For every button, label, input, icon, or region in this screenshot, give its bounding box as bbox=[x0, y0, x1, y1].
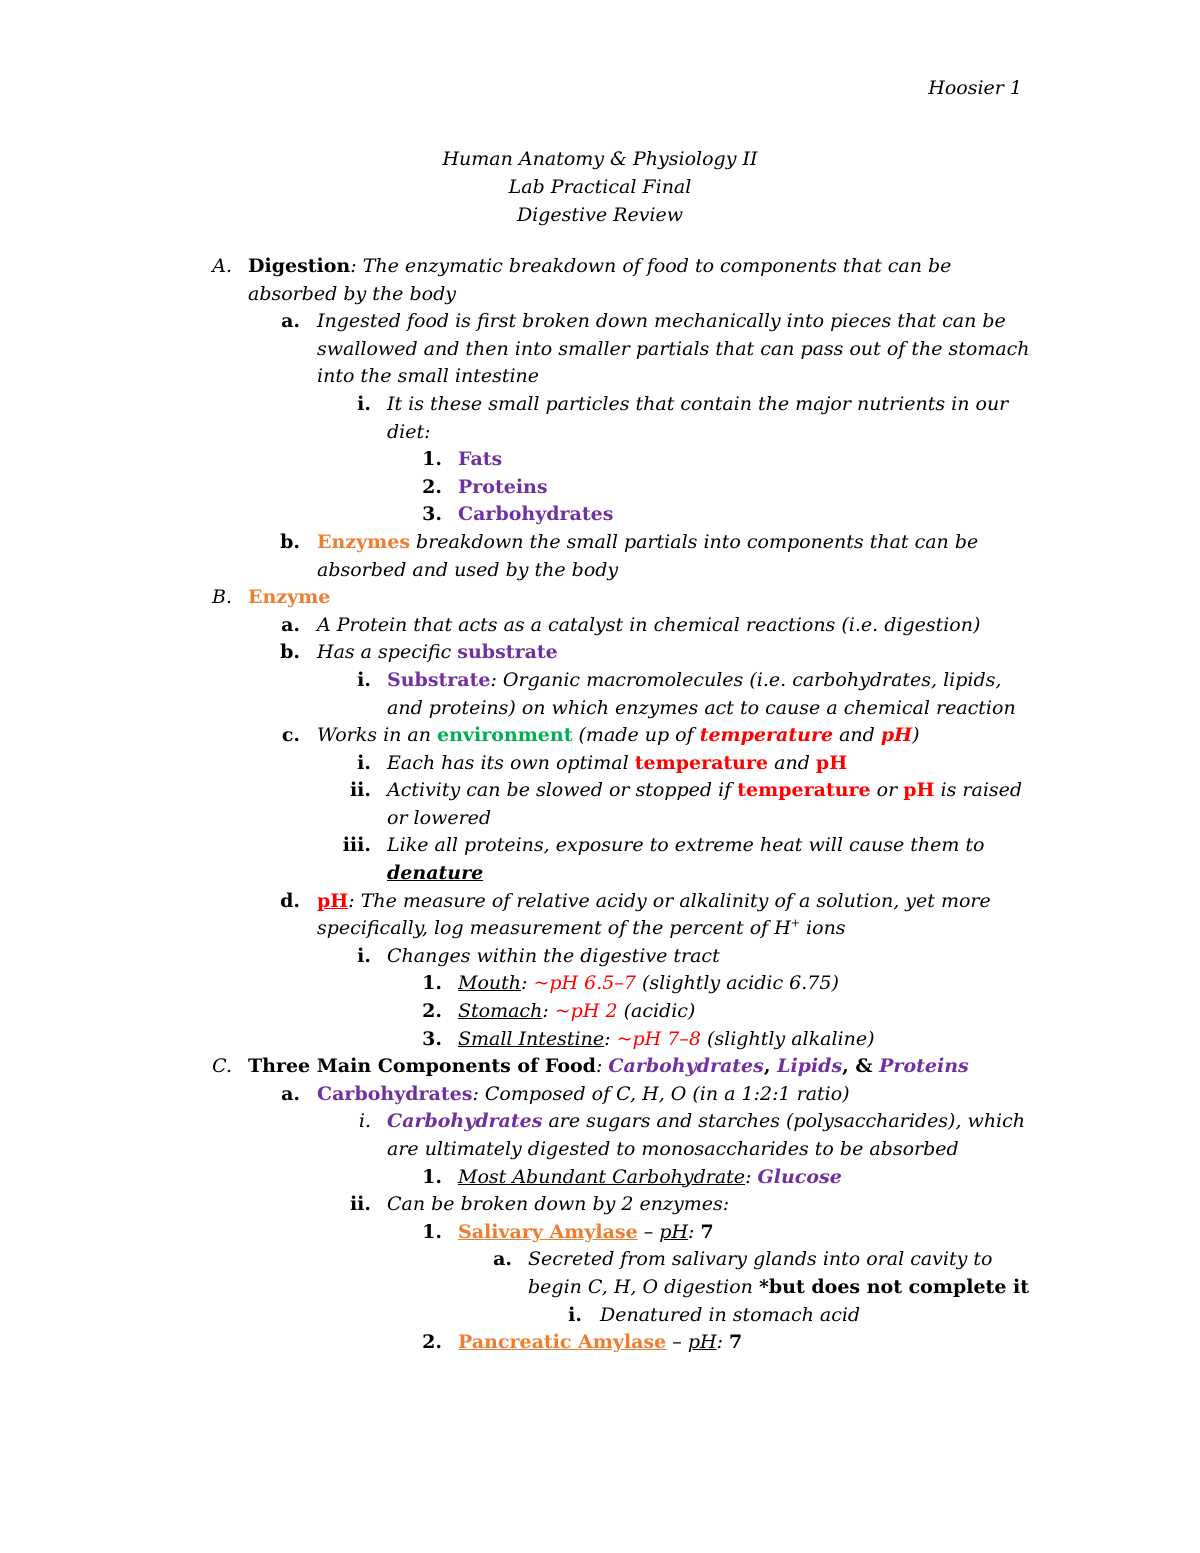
list-item: i. Denatured in stomach acid bbox=[568, 1303, 861, 1326]
title-block bbox=[0, 145, 1200, 229]
term-salivary-amylase: Salivary Amylase bbox=[458, 1220, 638, 1243]
outline-item-C-a-i: i. Carbohydrates are sugars and starches (polysaccharides), which are ultimately digested to monosaccharides to be absorbed bbox=[358, 1110, 1026, 1160]
list-item: 1. Most Abundant Carbohydrate: Glucose bbox=[422, 1165, 842, 1188]
outline-item-A-a-i: i. It is these small particles that contain the major nutrients in our diet: bbox=[0, 391, 1200, 446]
term-enzymes: Enzymes bbox=[317, 530, 411, 553]
title-line-exam: Lab Practical Final bbox=[508, 176, 692, 198]
outline-item-B-a: a. A Protein that acts as a catalyst in chemical reactions (i.e. digestion) bbox=[281, 613, 981, 636]
term-enzyme: Enzyme bbox=[248, 586, 331, 609]
list-item: 3. Carbohydrates bbox=[422, 503, 614, 526]
marker: i. bbox=[357, 392, 371, 415]
outline-item-A: A. Digestion: The enzymatic breakdown of food to components that can be absorbed by the body bbox=[0, 253, 1200, 308]
definition: The enzymatic breakdown of food to components that can be absorbed by the body bbox=[248, 255, 952, 305]
term-denature: denature bbox=[387, 862, 484, 885]
outline-item-B-d-i: i. Changes within the digestive tract bbox=[357, 944, 720, 967]
outline-item-C-a: a. Carbohydrates: Composed of C, H, O (in a 1:2:1 ratio) bbox=[281, 1082, 850, 1105]
list-item: 1. Mouth: ~pH 6.5–7 (slightly acidic 6.75) bbox=[422, 972, 839, 995]
list-item: 2. Proteins bbox=[422, 475, 548, 498]
list-item: 2. Stomach: ~pH 2 (acidic) bbox=[422, 1000, 696, 1023]
outline-item-A-a: a. Ingested food is first broken down mechanically into pieces that can be swallowed and then into smaller partials that can pass out of the stomach into the small intestine bbox=[0, 308, 1200, 391]
term-ph: pH bbox=[317, 889, 349, 912]
outline-item-B-c-iii: iii. Like all proteins, exposure to extreme heat will cause them to denature bbox=[342, 834, 985, 885]
term-substrate: substrate bbox=[457, 641, 558, 664]
outline-item-A-b: b. Enzymes breakdown the small partials into components that can be absorbed and used by the body bbox=[280, 530, 979, 581]
nutrient-fats: Fats bbox=[458, 448, 503, 471]
list-item: a. Secreted from salivary glands into oral cavity to begin C, H, O digestion *but does not complete it bbox=[493, 1248, 1030, 1298]
outline-item-B-c: c. Works in an environment (made up of temperature and pH) bbox=[281, 724, 920, 747]
term-main-components: Three Main Components of Food bbox=[248, 1055, 596, 1078]
outline-item-B: B. Enzyme bbox=[211, 586, 331, 609]
term-digestion: Digestion bbox=[248, 255, 351, 277]
title-line-course: Human Anatomy & Physiology II bbox=[442, 148, 758, 170]
outline-item-B-c-i: i. Each has its own optimal temperature and pH bbox=[357, 751, 848, 774]
outline bbox=[0, 253, 1200, 1357]
term-environment: environment bbox=[437, 724, 573, 747]
outline-item-B-d: d. pH: The measure of relative acidy or alkalinity of a solution, yet more specifically, log measurement of the percent of H+ ions bbox=[280, 889, 991, 940]
marker: A. bbox=[212, 255, 232, 277]
list-item: 2. Pancreatic Amylase – pH: 7 bbox=[422, 1331, 743, 1354]
outline-item-B-c-ii: ii. Activity can be slowed or stopped if temperature or pH is raised or lowered bbox=[349, 779, 1023, 829]
list-item: 3. Small Intestine: ~pH 7–8 (slightly alkaline) bbox=[422, 1027, 875, 1050]
title-line-topic: Digestive Review bbox=[516, 204, 684, 226]
outline-item-C: C. Three Main Components of Food: Carbohydrates, Lipids, & Proteins bbox=[212, 1055, 969, 1078]
term-pancreatic-amylase: Pancreatic Amylase bbox=[458, 1331, 667, 1354]
nutrient-proteins: Proteins bbox=[458, 475, 548, 498]
nutrient-carbohydrates: Carbohydrates bbox=[458, 503, 614, 526]
list-item: 1. Salivary Amylase – pH: 7 bbox=[422, 1220, 714, 1243]
outline-item-B-b-i: i. Substrate: Organic macromolecules (i.e. carbohydrates, lipids, and proteins) on which enzymes act to cause a chemical reaction bbox=[357, 668, 1016, 719]
page-header: Hoosier 1 bbox=[928, 77, 1022, 99]
outline-item-B-b: b. Has a specific substrate bbox=[280, 641, 558, 664]
outline-item-C-a-ii: ii. Can be broken down by 2 enzymes: bbox=[349, 1193, 730, 1216]
list-item: 1. Fats bbox=[422, 448, 503, 471]
marker: a. bbox=[281, 310, 300, 333]
